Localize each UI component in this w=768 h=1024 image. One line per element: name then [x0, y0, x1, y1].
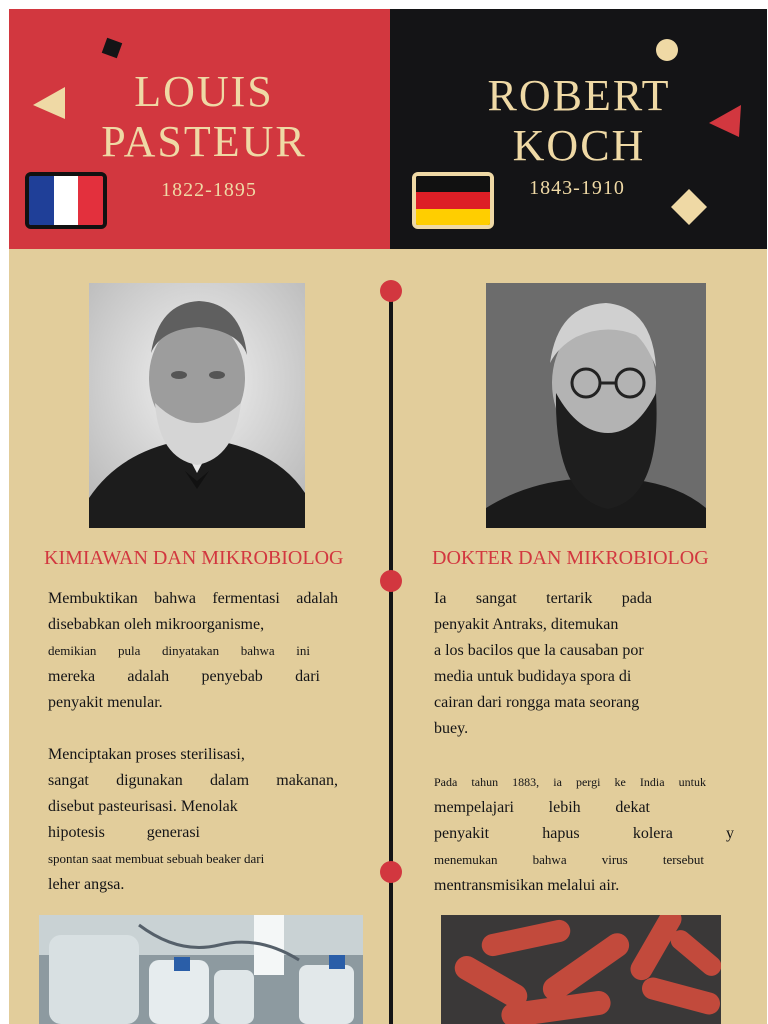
text-line: disebabkan oleh mikroorganisme, — [48, 616, 265, 633]
timeline-dot-bottom — [380, 861, 402, 883]
france-flag-icon — [25, 172, 107, 229]
pasteurization-factory-photo — [39, 915, 363, 1024]
text-line: mereka adalah penyebab dari — [48, 668, 320, 685]
pasteur-last-name: PASTEUR — [101, 117, 307, 166]
text-line: demikian pula dinyatakan bahwa ini — [48, 643, 310, 658]
pasteur-role: KIMIAWAN DAN MIKROBIOLOG — [44, 547, 344, 569]
text-line: mentransmisikan melalui air. — [434, 877, 620, 894]
text-line: buey. — [434, 720, 469, 737]
pasteur-paragraph-2 — [48, 742, 338, 898]
pasteur-paragraph-1 — [48, 586, 338, 716]
text-line: a los bacilos que la causaban por — [434, 642, 644, 659]
text-line: media untuk budidaya spora di — [434, 668, 632, 685]
text-line: Pada tahun 1883, ia pergi ke India untuk — [434, 775, 706, 789]
koch-paragraph-2 — [434, 769, 734, 899]
text-line: leher angsa. — [48, 876, 125, 893]
text-line: disebut pasteurisasi. Menolak — [48, 798, 238, 815]
text-line: Menciptakan proses sterilisasi, — [48, 746, 245, 763]
text-line: hipotesis generasi — [48, 824, 200, 841]
text-line: penyakit hapus kolera y — [434, 825, 734, 842]
bacteria-photo — [441, 915, 721, 1024]
pasteur-years: 1822-1895 — [161, 179, 257, 201]
pasteur-first-name: LOUIS — [134, 67, 274, 116]
koch-paragraph-1 — [434, 586, 734, 742]
text-line: penyakit Antraks, ditemukan — [434, 616, 619, 633]
text-line: sangat digunakan dalam makanan, — [48, 772, 338, 789]
germany-flag-icon — [412, 172, 494, 229]
text-line: menemukan bahwa virus tersebut — [434, 852, 704, 867]
text-line: cairan dari rongga mata seorang — [434, 694, 640, 711]
timeline-dot-middle — [380, 570, 402, 592]
text-line: mempelajari lebih dekat — [434, 799, 650, 816]
square-decoration-icon — [101, 37, 125, 61]
koch-first-name: ROBERT — [487, 71, 671, 120]
pasteur-name — [49, 67, 359, 167]
koch-years: 1843-1910 — [529, 177, 625, 199]
circle-decoration-icon — [654, 37, 680, 63]
text-line: spontan saat membuat sebuah beaker dari — [48, 851, 265, 866]
pasteur-portrait — [89, 283, 305, 528]
timeline-dot-top — [380, 280, 402, 302]
infographic-page — [9, 9, 767, 1024]
koch-role: DOKTER DAN MIKROBIOLOG — [432, 547, 709, 569]
koch-name — [439, 71, 719, 171]
pasteur-header — [9, 9, 390, 249]
koch-last-name: KOCH — [512, 121, 646, 170]
text-line: Membuktikan bahwa fermentasi adalah — [48, 590, 338, 607]
timeline-line — [389, 291, 393, 1024]
text-line: penyakit menular. — [48, 694, 163, 711]
text-line: Ia sangat tertarik pada — [434, 590, 652, 607]
koch-portrait — [486, 283, 706, 528]
